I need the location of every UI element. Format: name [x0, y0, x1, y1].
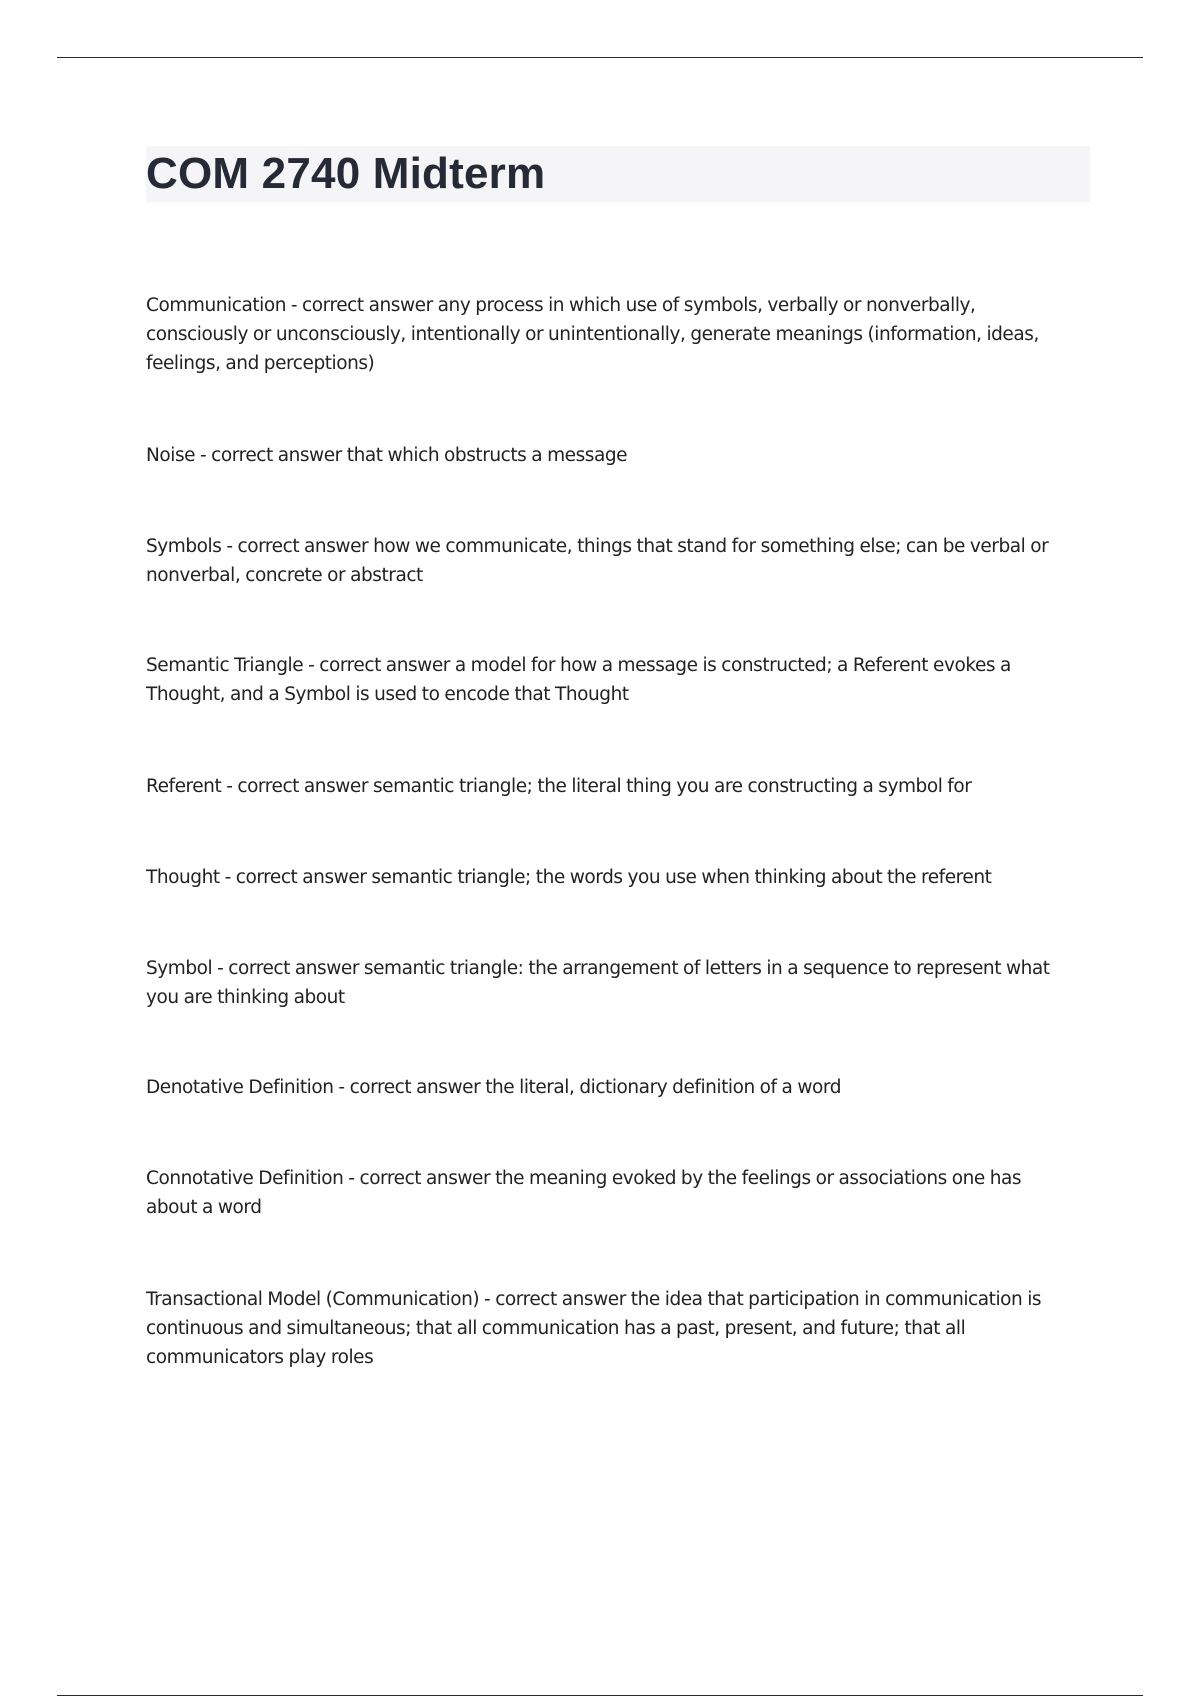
page-title: COM 2740 Midterm: [146, 149, 546, 198]
entry-line: consciously or unconsciously, intentionally or unintentionally, generate meanings (information, ideas,: [146, 324, 1039, 345]
entry-line: communicators play roles: [146, 1347, 374, 1368]
entry-line: Transactional Model (Communication) - correct answer the idea that participation in communication is: [146, 1289, 1042, 1310]
entry-line: Denotative Definition - correct answer the literal, dictionary definition of a word: [146, 1077, 842, 1098]
entry-symbols: [146, 532, 1086, 590]
entry-line: Connotative Definition - correct answer the meaning evoked by the feelings or associations one has: [146, 1168, 1022, 1189]
entry-line: Thought, and a Symbol is used to encode that Thought: [146, 684, 629, 705]
entry-line: Symbol - correct answer semantic triangle: the arrangement of letters in a sequence to represent what: [146, 958, 1050, 979]
entry-symbol: [146, 954, 1086, 1012]
entry-line: Symbols - correct answer how we communicate, things that stand for something else; can be verbal or: [146, 536, 1049, 557]
entry-line: you are thinking about: [146, 987, 345, 1008]
entry-noise: [146, 441, 1086, 470]
top-rule: [57, 57, 1143, 58]
entry-line: Semantic Triangle - correct answer a model for how a message is constructed; a Referent evokes a: [146, 655, 1011, 676]
entry-line: feelings, and perceptions): [146, 353, 375, 374]
entry-communication: [146, 291, 1086, 378]
entry-transactional-model: [146, 1285, 1086, 1372]
entry-thought: [146, 863, 1086, 892]
entry-denotative-definition: [146, 1073, 1086, 1102]
entry-line: Thought - correct answer semantic triangle; the words you use when thinking about the referent: [146, 867, 992, 888]
entry-line: about a word: [146, 1197, 262, 1218]
entry-line: Communication - correct answer any process in which use of symbols, verbally or nonverbally,: [146, 295, 976, 316]
entry-connotative-definition: [146, 1164, 1086, 1222]
entry-semantic-triangle: [146, 651, 1086, 709]
entry-line: continuous and simultaneous; that all communication has a past, present, and future; that all: [146, 1318, 966, 1339]
entry-line: nonverbal, concrete or abstract: [146, 565, 423, 586]
entry-referent: [146, 772, 1086, 801]
entry-line: Noise - correct answer that which obstructs a message: [146, 445, 628, 466]
entry-line: Referent - correct answer semantic triangle; the literal thing you are constructing a symbol for: [146, 776, 972, 797]
bottom-rule: [57, 1695, 1143, 1696]
